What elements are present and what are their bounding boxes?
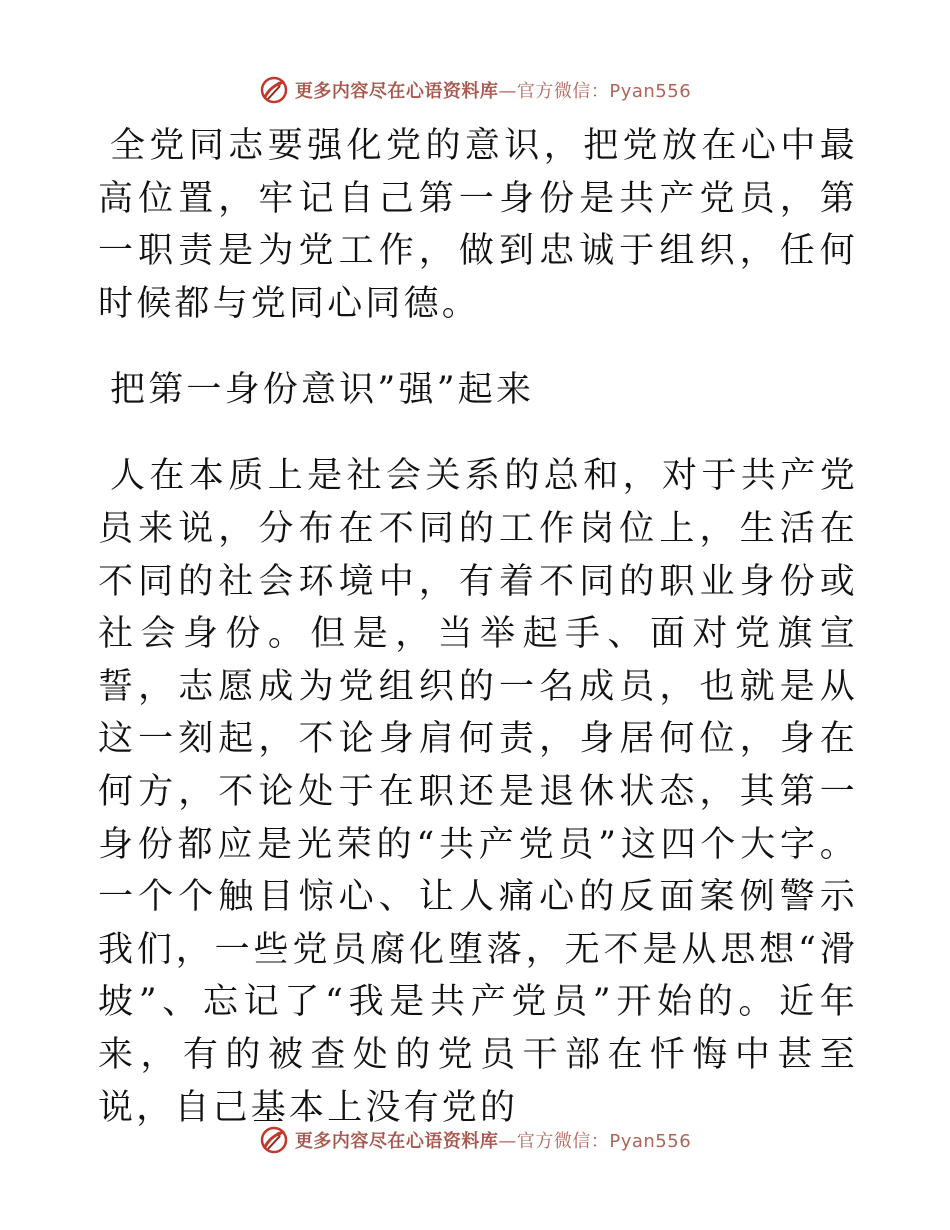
- red-pen-logo-icon: [259, 75, 289, 105]
- intro-paragraph: 全党同志要强化党的意识，把党放在心中最高位置，牢记自己第一身份是共产党员，第一职责是为党工作，做到忠诚于组织，任何时候都与党同心同德。: [98, 126, 858, 324]
- header-banner-text: [295, 77, 691, 103]
- paragraph-gap: [98, 330, 858, 364]
- header-wechat-text: 官方微信：Pyan556: [516, 81, 692, 102]
- document-body: [98, 120, 858, 1134]
- red-pen-logo-icon: [259, 1125, 289, 1155]
- header-dash: —: [498, 81, 517, 102]
- section-heading: 把第一身份意识”强”起来: [110, 370, 535, 411]
- paragraph-gap: [98, 416, 858, 450]
- footer-dash: —: [498, 1131, 517, 1152]
- header-site-text: 更多内容尽在心语资料库: [294, 81, 499, 102]
- footer-banner-text: [295, 1127, 691, 1153]
- footer-banner: [0, 1120, 950, 1160]
- body-paragraph: 人在本质上是社会关系的总和，对于共产党员来说，分布在不同的工作岗位上，生活在不同的社会环境中，有着不同的职业身份或社会身份。但是，当举起手、面对党旗宣誓，志愿成为党组织的一名成员，也就是从这一刻起，不论身肩何责，身居何位，身在何方，不论处于在职还是退休状态，其第一身份都应是光荣的“共产党员”这四个大字。一个个触目惊心、让人痛心的反面案例警示我们，一些党员腐化堕落，无不是从思想“滑坡”、忘记了“我是共产党员”开始的。近年来，有的被查处的党员干部在忏悔中甚至说，自己基本上没有党的: [98, 456, 858, 1128]
- footer-wechat-text: 官方微信：Pyan556: [516, 1131, 692, 1152]
- header-banner: [0, 70, 950, 110]
- footer-site-text: 更多内容尽在心语资料库: [294, 1131, 499, 1152]
